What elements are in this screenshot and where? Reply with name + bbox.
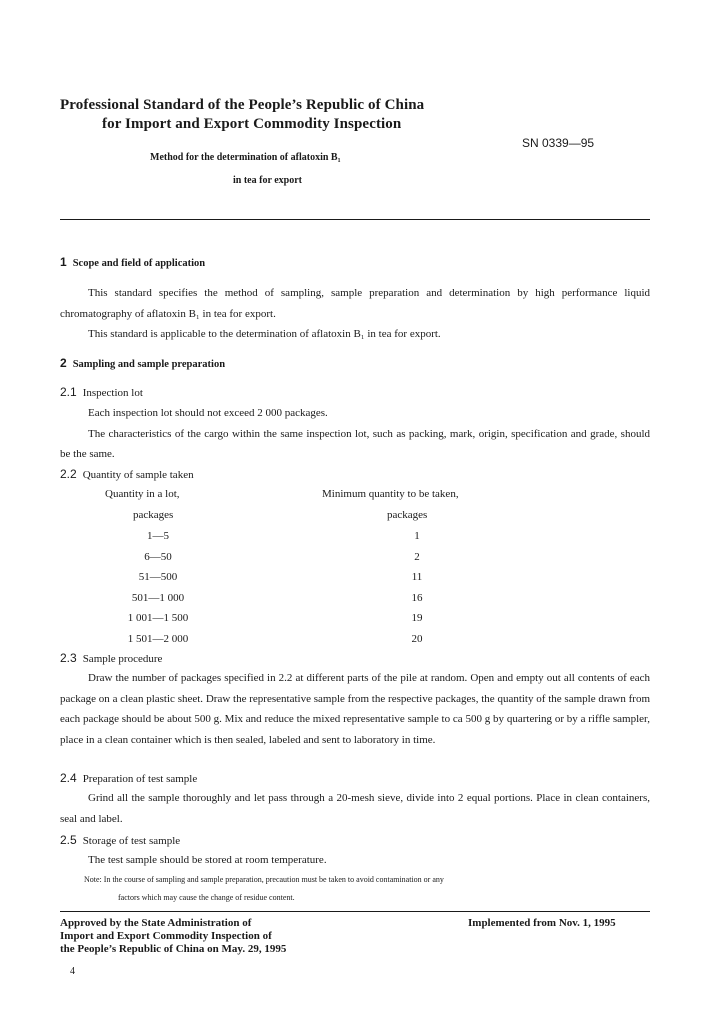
subsection-title: Quantity of sample taken bbox=[82, 469, 194, 481]
subsection-2-3-body bbox=[60, 668, 650, 751]
document-title-line2: for Import and Export Commodity Inspection bbox=[102, 116, 402, 132]
paragraph: This standard is applicable to the determination of aflatoxin B₁ in tea for export. bbox=[88, 328, 441, 341]
section-1-heading bbox=[60, 255, 205, 269]
table-col1-header-line2: packages bbox=[133, 509, 174, 521]
table-col1-header-line1: Quantity in a lot, bbox=[105, 488, 180, 500]
approval-line: Import and Export Commodity Inspection of bbox=[60, 930, 272, 942]
section-number: 1 bbox=[60, 255, 67, 269]
subsection-2-5-body bbox=[60, 850, 650, 871]
approval-line: the People’s Republic of China on May. 29, 1995 bbox=[60, 943, 287, 955]
footer-rule bbox=[60, 911, 650, 912]
table-cell-lot: 6—50 bbox=[144, 550, 172, 563]
table-cell-min: 11 bbox=[411, 571, 423, 583]
note bbox=[84, 871, 650, 907]
section-number: 2 bbox=[60, 356, 67, 370]
subsection-2-1-heading bbox=[60, 385, 143, 399]
section-title: Sampling and sample preparation bbox=[72, 359, 226, 370]
approval-statement bbox=[60, 917, 286, 956]
table-cell-lot: 1 001—1 500 bbox=[127, 612, 189, 624]
header-rule bbox=[60, 219, 650, 220]
table-cell-lot: 1—5 bbox=[147, 530, 169, 542]
approval-line: Approved by the State Administration of bbox=[60, 917, 252, 929]
subsection-2-1-body bbox=[60, 403, 650, 465]
section-1-body bbox=[60, 283, 650, 345]
paragraph: Each inspection lot should not exceed 2 000 packages. bbox=[88, 407, 328, 419]
subsection-number: 2.5 bbox=[60, 833, 77, 847]
table-cell-lot: 51—500 bbox=[138, 571, 178, 583]
table-cell-min: 2 bbox=[414, 550, 420, 563]
paragraph: The test sample should be stored at room temperature. bbox=[88, 854, 327, 866]
section-title: Scope and field of application bbox=[72, 258, 206, 269]
note-line: Note: In the course of sampling and sample preparation, precaution must be taken to avoid contamination or any bbox=[84, 875, 444, 884]
paragraph: Grind all the sample thoroughly and let pass through a 20-mesh sieve, divide into 2 equal portions. Place in clean containers, seal and label. bbox=[60, 792, 650, 825]
paragraph: The characteristics of the cargo within the same inspection lot, such as packing, mark, origin, specification and grade, should be the same. bbox=[60, 427, 650, 461]
subsection-number: 2.2 bbox=[60, 467, 77, 481]
subsection-2-2-heading bbox=[60, 467, 194, 481]
subsection-title: Inspection lot bbox=[82, 387, 143, 399]
subsection-title: Storage of test sample bbox=[82, 835, 181, 847]
subsection-title: Preparation of test sample bbox=[82, 773, 198, 785]
subsection-2-4-heading bbox=[60, 771, 197, 785]
method-title-line1: Method for the determination of aflatoxin B₁ bbox=[150, 152, 341, 163]
page-number: 4 bbox=[70, 966, 75, 977]
document-title-line1: Professional Standard of the People’s Republic of China bbox=[60, 97, 425, 113]
standard-code: SN 0339—95 bbox=[522, 136, 595, 150]
subsection-title: Sample procedure bbox=[82, 653, 163, 665]
note-line: factors which may cause the change of residue content. bbox=[118, 893, 295, 902]
method-title-line2: in tea for export bbox=[233, 175, 302, 186]
subsection-2-4-body bbox=[60, 788, 650, 829]
table-cell-min: 1 bbox=[414, 530, 420, 542]
paragraph: This standard specifies the method of sampling, sample preparation and determination by high performance liquid chromatography of aflatoxin B₁ in tea for export. bbox=[60, 287, 650, 320]
table-cell-lot: 1 501—2 000 bbox=[127, 632, 189, 645]
implementation-date: Implemented from Nov. 1, 1995 bbox=[468, 917, 616, 929]
subsection-2-5-heading bbox=[60, 833, 180, 847]
table-col2-header-line2: packages bbox=[387, 509, 428, 521]
subsection-number: 2.3 bbox=[60, 651, 77, 665]
table-col2-header-line1: Minimum quantity to be taken, bbox=[322, 488, 459, 500]
paragraph: Draw the number of packages specified in 2.2 at different parts of the pile at random. Open and empty out all contents of each package on a clean plastic sheet. Draw the representative sample from the respective packages, the quantity of the sample drawn from each package should be about 500 g. Mix and reduce the mixed representative sample to ca 500 g by quartering or by a riffle sampler, place in a clean container which is then sealed, labeled and sent to laboratory in time. bbox=[60, 672, 650, 747]
section-2-heading bbox=[60, 356, 225, 370]
table-cell-min: 20 bbox=[411, 632, 423, 645]
table-cell-min: 16 bbox=[411, 591, 423, 604]
table-cell-min: 19 bbox=[411, 612, 423, 624]
subsection-number: 2.4 bbox=[60, 771, 77, 785]
table-cell-lot: 501—1 000 bbox=[131, 591, 185, 604]
subsection-number: 2.1 bbox=[60, 385, 77, 399]
subsection-2-3-heading bbox=[60, 651, 162, 665]
